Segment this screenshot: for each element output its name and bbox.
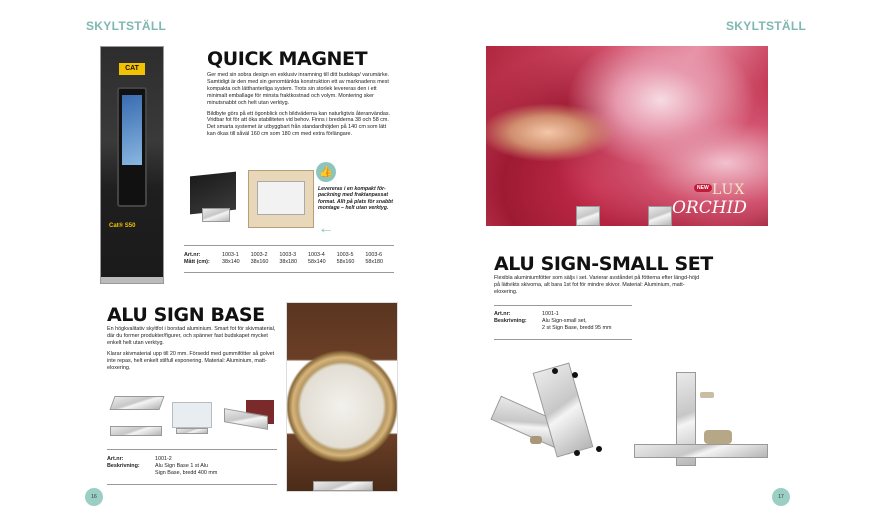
alu-sign-base-description [107,326,277,375]
size-label: Mått (cm): [184,259,210,265]
art-number: 1003-3 [279,252,297,258]
arrow-left-icon: ← [318,220,334,237]
quick-magnet-paragraph: Ger med sin sobra design en exklusiv inramning till ditt budskap/ varumärke. Samtidigt är den med sin genomtänkta konstruktion ett av marknadens mest kompakta och lätthanterliga system. Trots sin storlek levereras den i ett minimalt emballage för minsta fraktkostnad och volym. Montering sker minutsnabbt och helt utan verktyg. [207,72,390,106]
description-label: Beskrivning: [107,463,140,469]
size-value: 38x140 [222,259,240,265]
art-nr-label: Art.nr: [184,252,201,258]
packaging-callout: Levereras i en kompakt för-packning med fraktanpassat format. Allt på plats för snabbt montage – helt utan verktyg. [318,186,394,212]
roller-base [101,277,163,283]
quick-magnet-spec-table [222,252,394,266]
art-nr-value: 1001-1 [542,311,559,317]
alu-sign-small-set-description [494,275,704,300]
sign-base-image-1 [108,392,166,440]
alu-sign-small-set-paragraph: Flexibla aluminiumfötter som säljs i set. Varierar avståndet på fötterna efter längd-höjd på lättvikts skivorna, alt bara 1st fot för mindre skivor. Material: Aluminium, matt-eloxering. [494,275,700,295]
size-value: 58x180 [365,259,384,265]
divider [107,484,277,485]
small-set-feet-image [490,360,620,464]
divider [494,305,632,306]
quick-magnet-frame-image [186,172,244,228]
art-number: 1003-6 [365,252,383,258]
watch-display-image [286,302,398,492]
divider [494,339,632,340]
alu-sign-base-spec [107,456,277,477]
art-nr-value: 1001-2 [155,456,172,462]
page-number-left: 16 [85,488,103,506]
thumbs-up-icon: 👍 [316,162,336,182]
divider [184,245,394,246]
cat-logo: CAT [119,63,145,75]
art-number: 1003-1 [222,252,239,258]
quick-magnet-spec-labels [184,252,210,266]
size-value: 38x180 [279,259,298,265]
brand-text-bottom: ORCHID [672,198,747,218]
packaging-box-image [248,170,314,228]
brand-text-top: LUX [712,182,746,198]
description-line: 2 st Sign Base, bredd 95 mm [542,325,612,331]
quick-magnet-paragraph: Bildbyte görs på ett ögonblick och bildväderna kan naturligtvis återanvändas. Vridbar fot för att öka stabiliteten vid behov. Finns i bredderna 38 och 58 cm. Det smarta systemet är utbyggbart från standardhöjden på 140 cm som lätt kan ökas till såväl 160 cm som 180 cm med extra förlängare. [207,110,391,138]
alu-sign-base-paragraph: En högkvalitativ skyltfot i borstad aluminium. Smart fot för skivmaterial, där du former produkter/figurer, och spänner fast budskapet mycket enkelt helt utan verktyg. [107,326,276,346]
divider [184,272,394,273]
art-number: 1003-5 [336,252,354,258]
art-nr-label: Art.nr: [107,456,124,462]
alu-sign-base-paragraph: Klarar skivmaterial upp till 20 mm. Försedd med gummifötter så golvet inte repas, helt enkelt stilfull exponering. Material: Aluminium, matt-eloxering. [107,350,275,371]
alu-sign-small-set-title: ALU SIGN-SMALL SET [494,253,713,275]
description-line: Alu Sign-small set, [542,318,587,324]
page-number-right: 17 [772,488,790,506]
description-label: Beskrivning: [494,318,527,324]
description-line: Sign Base, bredd 400 mm [155,470,218,476]
art-number: 1003-4 [307,252,325,258]
divider [107,449,277,450]
alu-sign-small-set-spec [494,311,632,332]
alu-sign-base-title: ALU SIGN BASE [107,304,265,326]
description-line: Alu Sign Base 1 st Alu [155,463,209,469]
sign-base-image-3 [222,400,276,436]
roller-banner-image [100,46,164,284]
quick-magnet-title: QUICK MAGNET [207,48,368,70]
sign-base-image-2 [168,400,218,440]
small-set-closeup-image [634,372,768,470]
quick-magnet-description [207,72,395,142]
art-number: 1003-2 [250,252,268,258]
section-tag-right: SKYLTSTÄLL [726,19,807,33]
phone-graphic [117,87,147,207]
lux-orchid-poster-image [486,46,768,226]
size-value: 58x160 [336,259,355,265]
size-value: 38x160 [250,259,269,265]
new-badge: NEW [694,184,712,192]
section-tag-left: SKYLTSTÄLL [86,19,167,33]
art-nr-label: Art.nr: [494,311,511,317]
size-value: 58x140 [307,259,326,265]
roller-model-text: Cat® S50 [109,223,136,229]
